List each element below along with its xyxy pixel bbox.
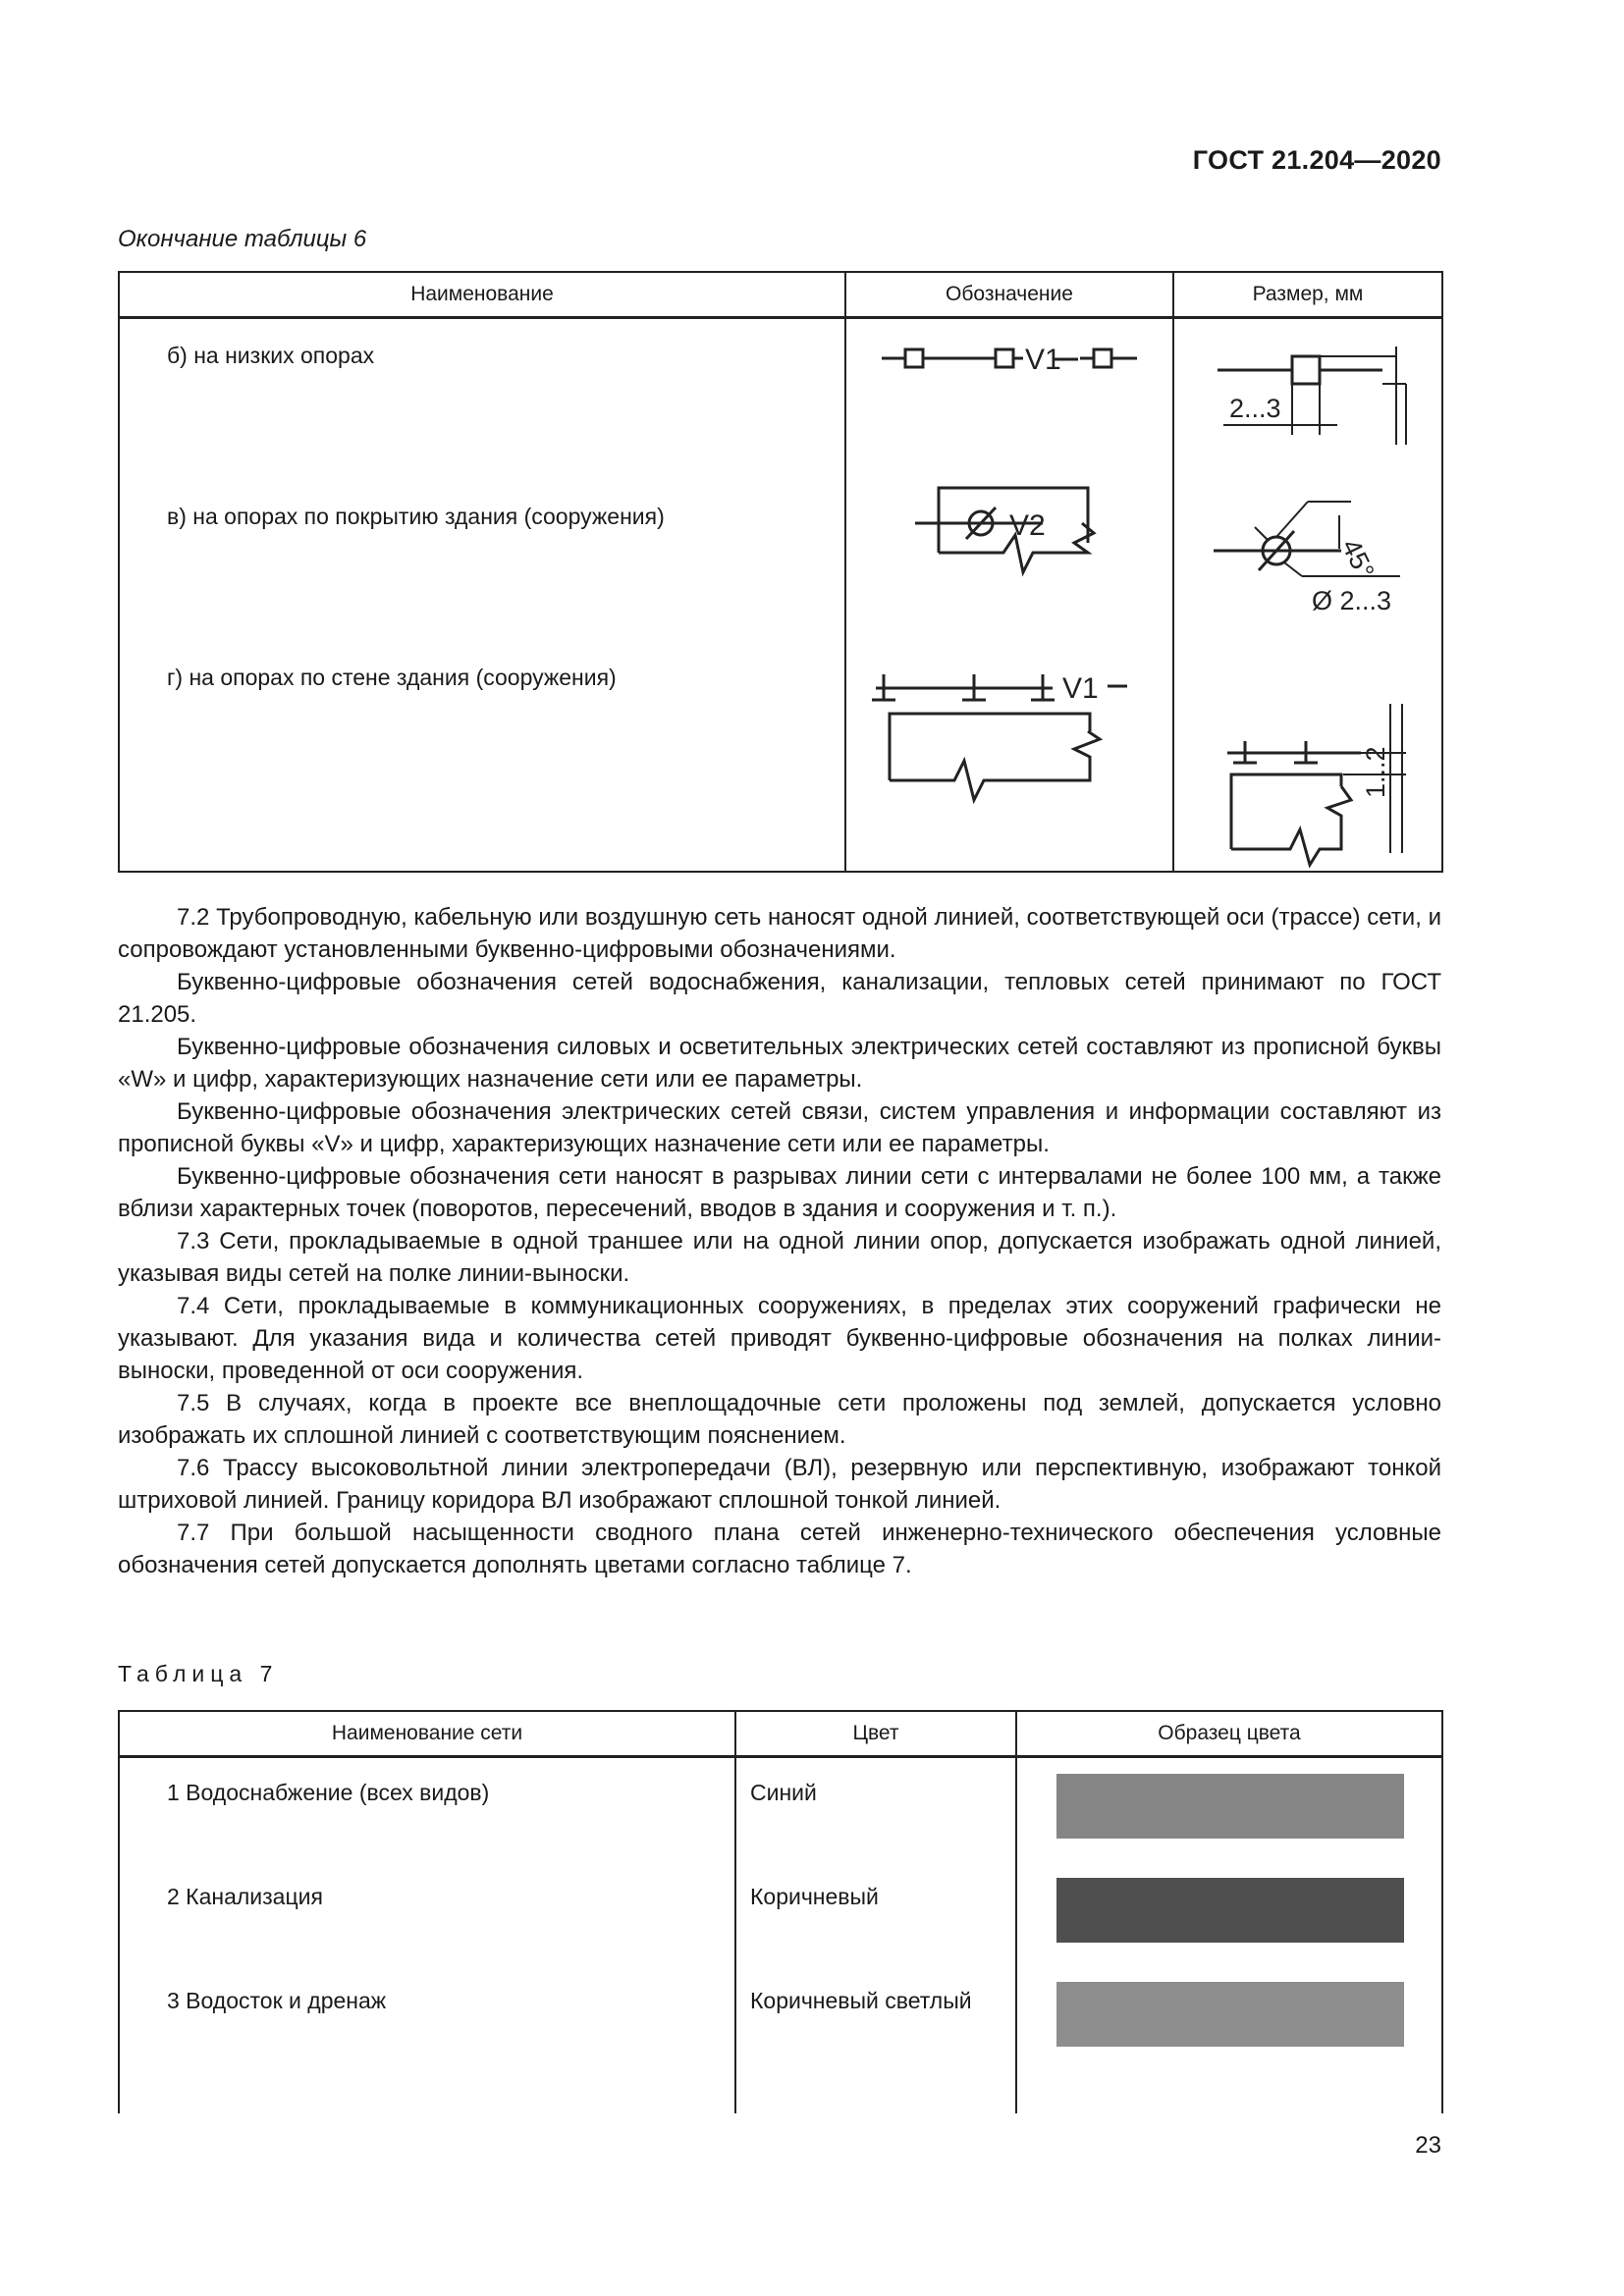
sizes-drawing	[1174, 319, 1443, 871]
page-number: 23	[1415, 2132, 1441, 2159]
table6-row-v-name: в) на опорах по покрытию здания (сооружения)	[167, 504, 665, 529]
table6-col-symbol: Обозначение	[845, 272, 1173, 318]
paragraph-7-5: 7.5 В случаях, когда в проекте все внеплощадочные сети проложены под землей, допускается условно изображать их сплошной линией с соответствующим пояснением.	[118, 1390, 1441, 1449]
swatch-brown	[1056, 1878, 1404, 1943]
angle-label-roof: 45°	[1335, 534, 1380, 584]
table7-col-name: Наименование сети	[119, 1711, 735, 1757]
table7-row3-color: Коричневый светлый	[750, 1988, 972, 2013]
table6-body-row	[119, 318, 1442, 873]
symbols-drawing	[846, 319, 1174, 871]
table6-col-name: Наименование	[119, 272, 845, 318]
table7-col-sample: Образец цвета	[1016, 1711, 1442, 1757]
paragraph-7-3: 7.3 Сети, прокладываемые в одной траншее или на одной линии опор, допускается изображать одной линией, указывая виды сетей на полке линии-выноски.	[118, 1228, 1441, 1287]
swatch-blue	[1056, 1774, 1404, 1839]
swatch-light-brown	[1056, 1982, 1404, 2047]
size-label-roof: Ø 2...3	[1312, 586, 1392, 615]
table6	[118, 271, 1443, 873]
table7-row1-name: 1 Водоснабжение (всех видов)	[167, 1780, 490, 1805]
symbol-label-v1: V1	[1025, 344, 1061, 376]
table7-colors-cell	[735, 1757, 1016, 2114]
table6-row-b-name: б) на низких опорах	[167, 343, 375, 368]
table7-col-color: Цвет	[735, 1711, 1016, 1757]
paragraph-label-placement: Буквенно-цифровые обозначения сети наносят в разрывах линии сети с интервалами не более 100 мм, а также вблизи характерных точек (поворотов, пересечений, вводов в здания и сооружения и т. п.).	[118, 1163, 1441, 1222]
table7-row3-name: 3 Водосток и дренаж	[167, 1988, 387, 2013]
symbol-label-v1-wall: V1	[1062, 672, 1099, 705]
table6-sizes-cell	[1173, 318, 1442, 873]
body-text	[118, 901, 1441, 1581]
paragraph-7-4: 7.4 Сети, прокладываемые в коммуникационных сооружениях, в пределах этих сооружений графически не указывают. Для указания вида и количества сетей приводят буквенно-цифровые обозначения на полках линии-выноски, проведенной от оси сооружения.	[118, 1293, 1441, 1384]
paragraph-7-2: 7.2 Трубопроводную, кабельную или воздушную сеть наносят одной линией, соответствующей оси (трассе) сети, и сопровождают установленными буквенно-цифровыми обозначениями.	[118, 904, 1441, 963]
document-code: ГОСТ 21.204—2020	[1192, 145, 1441, 175]
paragraph-comm-networks: Буквенно-цифровые обозначения электрических сетей связи, систем управления и информации составляют из прописной буквы «V» и цифр, характеризующих назначение сети или ее параметры.	[118, 1098, 1441, 1157]
table7-row2-name: 2 Канализация	[167, 1884, 323, 1909]
table6-symbols-cell	[845, 318, 1173, 873]
table6-names-cell	[119, 318, 845, 873]
size-label-wall: 1...2	[1361, 746, 1390, 798]
table7-row1-color: Синий	[750, 1780, 817, 1805]
roof-supports-symbol	[915, 488, 1094, 572]
size-label-low: 2...3	[1229, 394, 1281, 423]
low-supports-symbol	[882, 349, 1137, 367]
table7-body-row	[119, 1757, 1442, 2114]
paragraph-power-networks: Буквенно-цифровые обозначения силовых и осветительных электрических сетей составляют из прописной буквы «W» и цифр, характеризующих назначение сети или ее параметры.	[118, 1034, 1441, 1093]
table6-caption: Окончание таблицы 6	[118, 226, 367, 252]
table6-col-size: Размер, мм	[1173, 272, 1442, 318]
table6-header-row	[119, 272, 1442, 318]
table7-samples-cell	[1016, 1757, 1442, 2114]
table7-names-cell	[119, 1757, 735, 2114]
table7-row2-color: Коричневый	[750, 1884, 879, 1909]
paragraph-water-sewer: Буквенно-цифровые обозначения сетей водоснабжения, канализации, тепловых сетей принимают по ГОСТ 21.205.	[118, 969, 1441, 1028]
paragraph-7-6: 7.6 Трассу высоковольтной линии электропередачи (ВЛ), резервную или перспективную, изображают тонкой штриховой линией. Границу коридора ВЛ изображают сплошной тонкой линией.	[118, 1455, 1441, 1514]
table7	[118, 1710, 1443, 2113]
paragraph-7-7: 7.7 При большой насыщенности сводного плана сетей инженерно-технического обеспечения условные обозначения сетей допускается дополнять цветами согласно таблице 7.	[118, 1520, 1441, 1578]
table7-caption: Таблица 7	[118, 1661, 279, 1686]
table6-row-g-name: г) на опорах по стене здания (сооружения)	[167, 665, 617, 690]
table7-header-row	[119, 1711, 1442, 1757]
symbol-label-v2: V2	[1009, 509, 1046, 542]
